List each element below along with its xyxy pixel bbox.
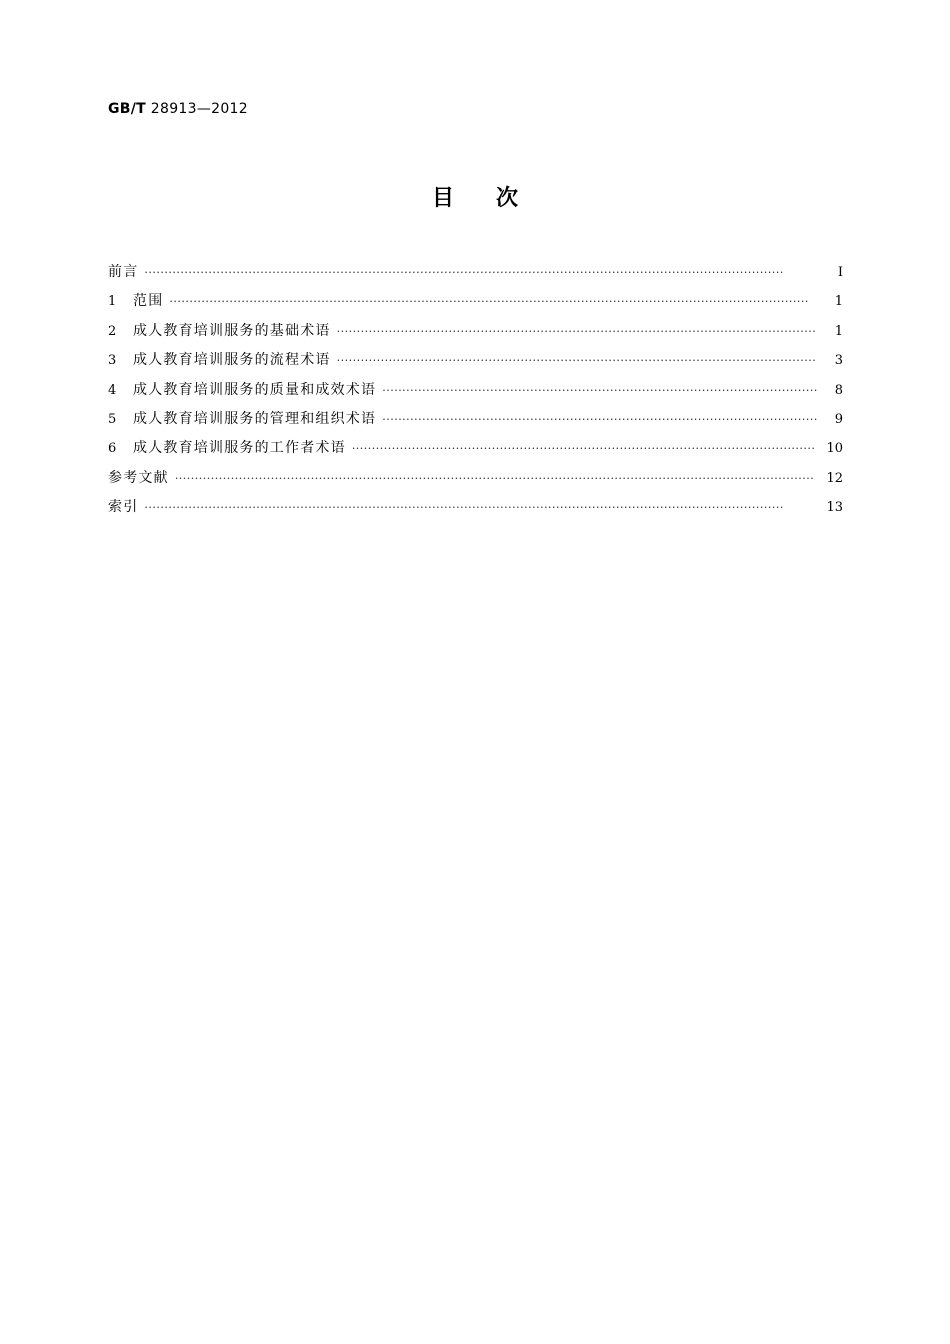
toc-entry-page: 3 bbox=[834, 353, 843, 369]
standard-number: 28913—2012 bbox=[150, 101, 248, 117]
toc-entry-number: 5 bbox=[108, 411, 117, 427]
toc-entry-process-terms[interactable] bbox=[108, 346, 843, 375]
standard-prefix: GB/T bbox=[108, 101, 147, 117]
toc-title-char-2: 次 bbox=[496, 186, 519, 211]
toc-entry-page: 1 bbox=[834, 323, 843, 339]
toc-leader-dots bbox=[144, 493, 816, 522]
toc-title bbox=[0, 181, 950, 212]
toc-entry-scope[interactable] bbox=[108, 287, 843, 316]
toc-leader-dots bbox=[175, 464, 817, 493]
toc-leader-dots bbox=[352, 434, 817, 463]
toc-entry-number: 6 bbox=[108, 441, 117, 457]
toc-entry-management-terms[interactable] bbox=[108, 405, 843, 434]
toc-entry-label: 前言 bbox=[108, 264, 139, 280]
toc-entry-label: 成人教育培训服务的管理和组织术语 bbox=[133, 410, 377, 427]
toc-leader-dots bbox=[337, 317, 817, 346]
toc-entry-label: 成人教育培训服务的工作者术语 bbox=[133, 440, 346, 457]
toc-entry-worker-terms[interactable] bbox=[108, 434, 843, 463]
toc-entry-page: 12 bbox=[826, 470, 843, 486]
toc-entry-quality-terms[interactable] bbox=[108, 376, 843, 405]
toc-entry-page: 10 bbox=[826, 441, 843, 457]
toc-entry-page: Ⅰ bbox=[837, 265, 843, 280]
table-of-contents bbox=[108, 258, 843, 523]
toc-leader-dots bbox=[382, 376, 817, 405]
toc-entry-number: 2 bbox=[108, 323, 117, 339]
toc-leader-dots bbox=[337, 346, 817, 375]
toc-entry-page: 9 bbox=[834, 411, 843, 427]
toc-entry-label: 范围 bbox=[133, 293, 164, 310]
toc-entry-label: 参考文献 bbox=[108, 469, 169, 486]
toc-entry-label: 成人教育培训服务的质量和成效术语 bbox=[133, 381, 377, 398]
toc-leader-dots bbox=[144, 258, 817, 287]
toc-entry-label: 成人教育培训服务的流程术语 bbox=[133, 352, 331, 369]
toc-entry-number: 4 bbox=[108, 382, 117, 398]
toc-entry-page: 13 bbox=[826, 500, 843, 516]
toc-entry-index[interactable] bbox=[108, 493, 843, 522]
toc-entry-label: 索引 bbox=[108, 499, 139, 516]
toc-entry-preface[interactable] bbox=[108, 258, 843, 287]
toc-entry-label: 成人教育培训服务的基础术语 bbox=[133, 322, 331, 339]
toc-entry-number: 3 bbox=[108, 353, 117, 369]
toc-entry-page: 1 bbox=[834, 294, 843, 310]
toc-entry-basic-terms[interactable] bbox=[108, 317, 843, 346]
toc-entry-page: 8 bbox=[834, 382, 843, 398]
toc-entry-number: 1 bbox=[108, 294, 117, 310]
toc-entry-references[interactable] bbox=[108, 464, 843, 493]
standard-code bbox=[108, 101, 248, 117]
toc-title-char-1: 目 bbox=[431, 186, 454, 211]
toc-leader-dots bbox=[169, 287, 817, 316]
toc-leader-dots bbox=[382, 405, 817, 434]
